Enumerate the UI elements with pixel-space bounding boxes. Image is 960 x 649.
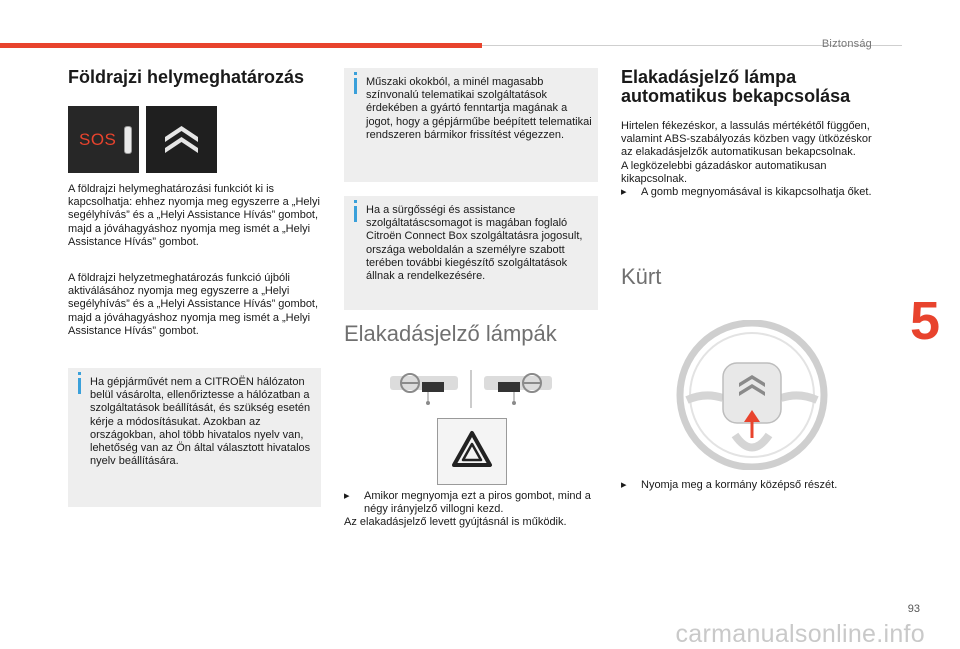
chapter-tab: 5 xyxy=(909,291,940,351)
hazard-button-image xyxy=(437,418,507,485)
auto-hazard-heading: Elakadásjelző lámpa automatikus bekapcsolása xyxy=(621,67,851,106)
horn-section xyxy=(621,264,873,289)
bullet-arrow-icon: ▸ xyxy=(344,490,350,502)
info-note-dealer: Ha gépjárművét nem a CITROËN hálózaton belül vásárolta, ellenőriztesse a hálózatban a szolgáltatások beállítását, és szükség esetén kérje a módosításukat. Azokban az országokban, ahol több hivatalos nyelv van, lehetőség van az Ön által választott hivatalos nyelv beállítására. xyxy=(68,368,321,507)
auto-hazard-text: Hirtelen fékezéskor, a lassulás mértékétől függően, valamint ABS-szabályozás közben vagy ütközéskor az elakadásjelzők automatikusan bekapcsolnak. A legközelebbi gázadáskor automatikusan kikapcsolnak. ▸ A gomb megnyomásával is kikapcsolhatja őket. xyxy=(621,120,872,199)
auto-hazard-section xyxy=(621,68,873,106)
header-accent-bar xyxy=(0,43,482,48)
horn-heading: Kürt xyxy=(621,264,662,289)
citroen-chevron-icon xyxy=(146,106,217,173)
hazard-switch-diagram xyxy=(390,370,552,408)
hazard-triangle-icon xyxy=(438,419,506,484)
geolocation-enable-text: A földrajzi helyzetmeghatározás funkció újbóli aktiválásához nyomja meg egyszerre a „Helyi segélyhívás” és a „Helyi Assistance Hívás” gombot, majd a jóváhagyáshoz nyomja meg ismét a „Helyi Assistance Hívás” gombot. xyxy=(68,272,319,337)
info-icon xyxy=(354,206,357,222)
sos-switch-icon xyxy=(124,126,132,154)
info-note-connect-box: Ha a sürgősségi és assistance szolgáltatáscsomagot is magában foglaló Citroën Connect Box szolgáltatásra jogosult, országa weboldalán a személyre szabott terében további kiegészítő szolgáltatások állnak a rendelkezésére. xyxy=(344,196,598,310)
section-title: Biztonság xyxy=(821,38,872,50)
horn-text: ▸ Nyomja meg a kormány középső részét. xyxy=(621,479,838,491)
column-1 xyxy=(68,68,320,87)
hazard-text: ▸ Amikor megnyomja ezt a piros gombot, mind a négy irányjelző villogni kezd. Az elakadásjelző levett gyújtásnál is működik. xyxy=(344,490,591,529)
sos-label: SOS xyxy=(79,130,117,149)
info-icon xyxy=(354,78,357,94)
watermark: carmanualsonline.info xyxy=(675,620,925,648)
sos-buttons-image xyxy=(68,106,217,173)
hazard-section xyxy=(344,321,598,346)
geolocation-heading: Földrajzi helymeghatározás xyxy=(68,67,305,87)
steering-wheel-diagram xyxy=(665,320,840,470)
citroen-button-panel xyxy=(146,106,217,173)
bullet-arrow-icon: ▸ xyxy=(621,186,627,199)
info-note-updates: Műszaki okokból, a minél magasabb színvonalú telematikai szolgáltatások érdekében a gyártó fenntartja magának a jogot, hogy a gépjárműbe beépített telematikai rendszeren bármikor frissítést végezzen. xyxy=(344,68,598,182)
bullet-arrow-icon: ▸ xyxy=(621,479,627,491)
sos-panel xyxy=(68,106,139,173)
info-icon xyxy=(78,378,81,394)
geolocation-disable-text: A földrajzi helymeghatározási funkciót ki is kapcsolhatja: ehhez nyomja meg egyszerre a „Helyi segélyhívás” és a „Helyi Assistance Hívás” gombot, majd a jóváhagyáshoz nyomja meg ismét a „Helyi Assistance Hívás” gombot. xyxy=(68,183,320,248)
page-number: 93 xyxy=(907,603,920,615)
hazard-heading: Elakadásjelző lámpák xyxy=(344,321,557,346)
